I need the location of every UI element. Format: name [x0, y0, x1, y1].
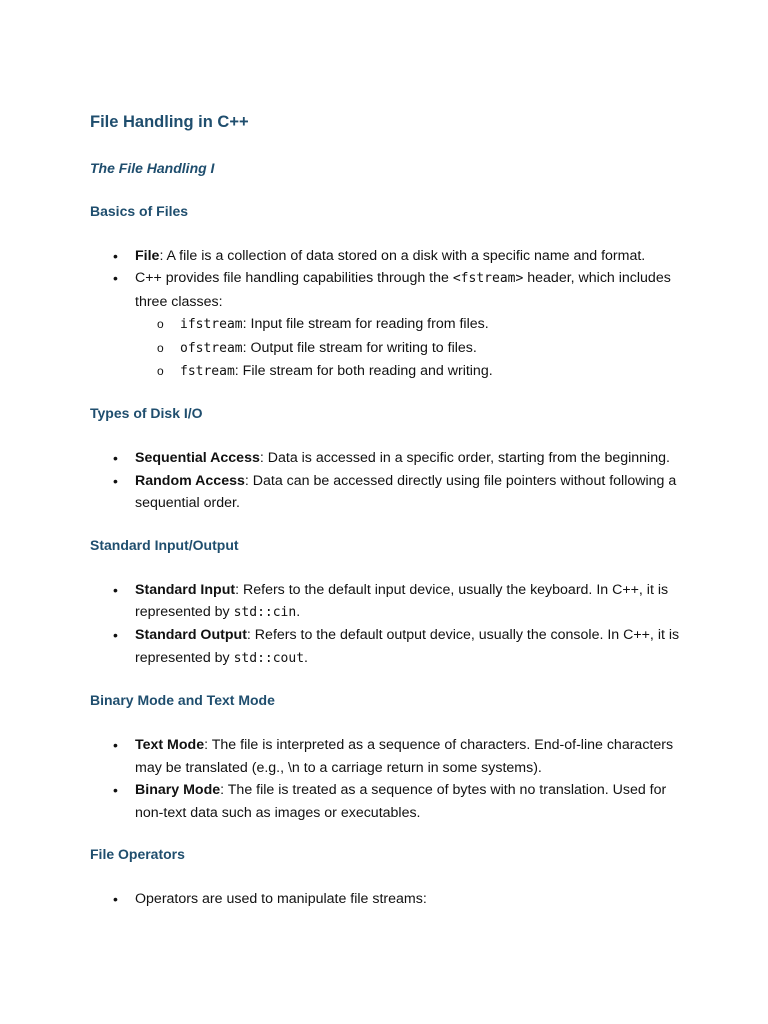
list-item	[90, 267, 690, 383]
item-text: : Data is accessed in a specific order, starting from the beginning.	[259, 450, 670, 467]
term: Standard Input	[135, 581, 236, 598]
item-text: : Output file stream for writing to files.	[242, 339, 477, 356]
bullet-icon: •	[113, 581, 118, 598]
item-text: .	[304, 649, 308, 666]
document-title: File Handling in C++	[90, 113, 249, 131]
section-heading-operators: File Operators	[90, 845, 185, 862]
item-text: : The file is interpreted as a sequence of characters. End-of-line characters may be translated (e.g., \n to a carriage return in some systems).	[135, 737, 674, 776]
bullet-icon: •	[113, 472, 118, 489]
inline-code: ifstream	[180, 317, 243, 333]
list-item	[90, 245, 690, 267]
list-item	[90, 888, 690, 910]
bullet-icon: •	[113, 890, 118, 907]
sub-list-item	[135, 337, 690, 360]
list-item	[90, 734, 690, 779]
sub-list-item	[135, 313, 690, 336]
list-item	[90, 624, 690, 670]
item-text: : A file is a collection of data stored on a disk with a specific name and format.	[159, 248, 646, 264]
bullet-list-modes	[90, 734, 690, 824]
bullet-icon: •	[113, 782, 118, 799]
term: Standard Output	[135, 627, 247, 644]
inline-code: <fstream>	[452, 271, 524, 287]
sub-bullet-icon: o	[157, 364, 164, 379]
term: Binary Mode	[135, 782, 221, 799]
item-text: : Data can be accessed directly using file pointers without following a sequential order.	[135, 472, 677, 512]
bullet-icon: •	[113, 627, 118, 644]
term: Sequential Access	[135, 450, 260, 467]
bullet-list-std-io	[90, 579, 690, 671]
inline-code: fstream	[180, 364, 235, 380]
item-text: : The file is treated as a sequence of bytes with no translation. Used for non-text data such as images or executables.	[135, 782, 667, 821]
list-item	[90, 579, 690, 625]
section-heading-std-io: Standard Input/Output	[90, 536, 239, 553]
bullet-icon: •	[113, 270, 118, 287]
sub-bullet-icon: o	[157, 317, 164, 332]
bullet-list-basics	[90, 245, 690, 383]
bullet-list-disk-io	[90, 447, 690, 514]
list-item	[90, 779, 690, 824]
inline-code: std::cin	[233, 605, 297, 621]
bullet-list-operators	[90, 888, 690, 910]
sub-list-item	[135, 360, 690, 383]
inline-code: std::cout	[233, 650, 305, 666]
item-text: .	[296, 604, 301, 621]
section-heading-modes: Binary Mode and Text Mode	[90, 692, 275, 709]
sub-bullet-icon: o	[157, 340, 164, 355]
item-text: : Refers to the default output device, usually the console. In C++, it is represented by	[135, 627, 680, 666]
bullet-icon: •	[113, 450, 118, 467]
list-item	[90, 447, 690, 469]
item-text: header, which includes three classes:	[135, 270, 671, 310]
term: File	[135, 248, 160, 264]
sub-list-stream-classes	[135, 313, 690, 383]
item-text: : File stream for both reading and writing.	[234, 363, 493, 380]
list-item	[90, 470, 690, 515]
section-heading-disk-io: Types of Disk I/O	[90, 405, 203, 422]
document-page	[90, 111, 690, 931]
item-text: Operators are used to manipulate file streams:	[135, 890, 427, 907]
item-text: : Refers to the default input device, usually the keyboard. In C++, it is represented by	[135, 581, 669, 621]
term: Random Access	[135, 472, 245, 489]
term: Text Mode	[135, 737, 205, 754]
item-text: : Input file stream for reading from files.	[242, 316, 489, 333]
bullet-icon: •	[113, 737, 118, 754]
document-subtitle: The File Handling I	[90, 160, 215, 176]
inline-code: ofstream	[180, 340, 243, 356]
section-heading-basics: Basics of Files	[90, 203, 189, 219]
item-text: C++ provides file handling capabilities through the	[135, 270, 453, 287]
bullet-icon: •	[113, 248, 118, 264]
